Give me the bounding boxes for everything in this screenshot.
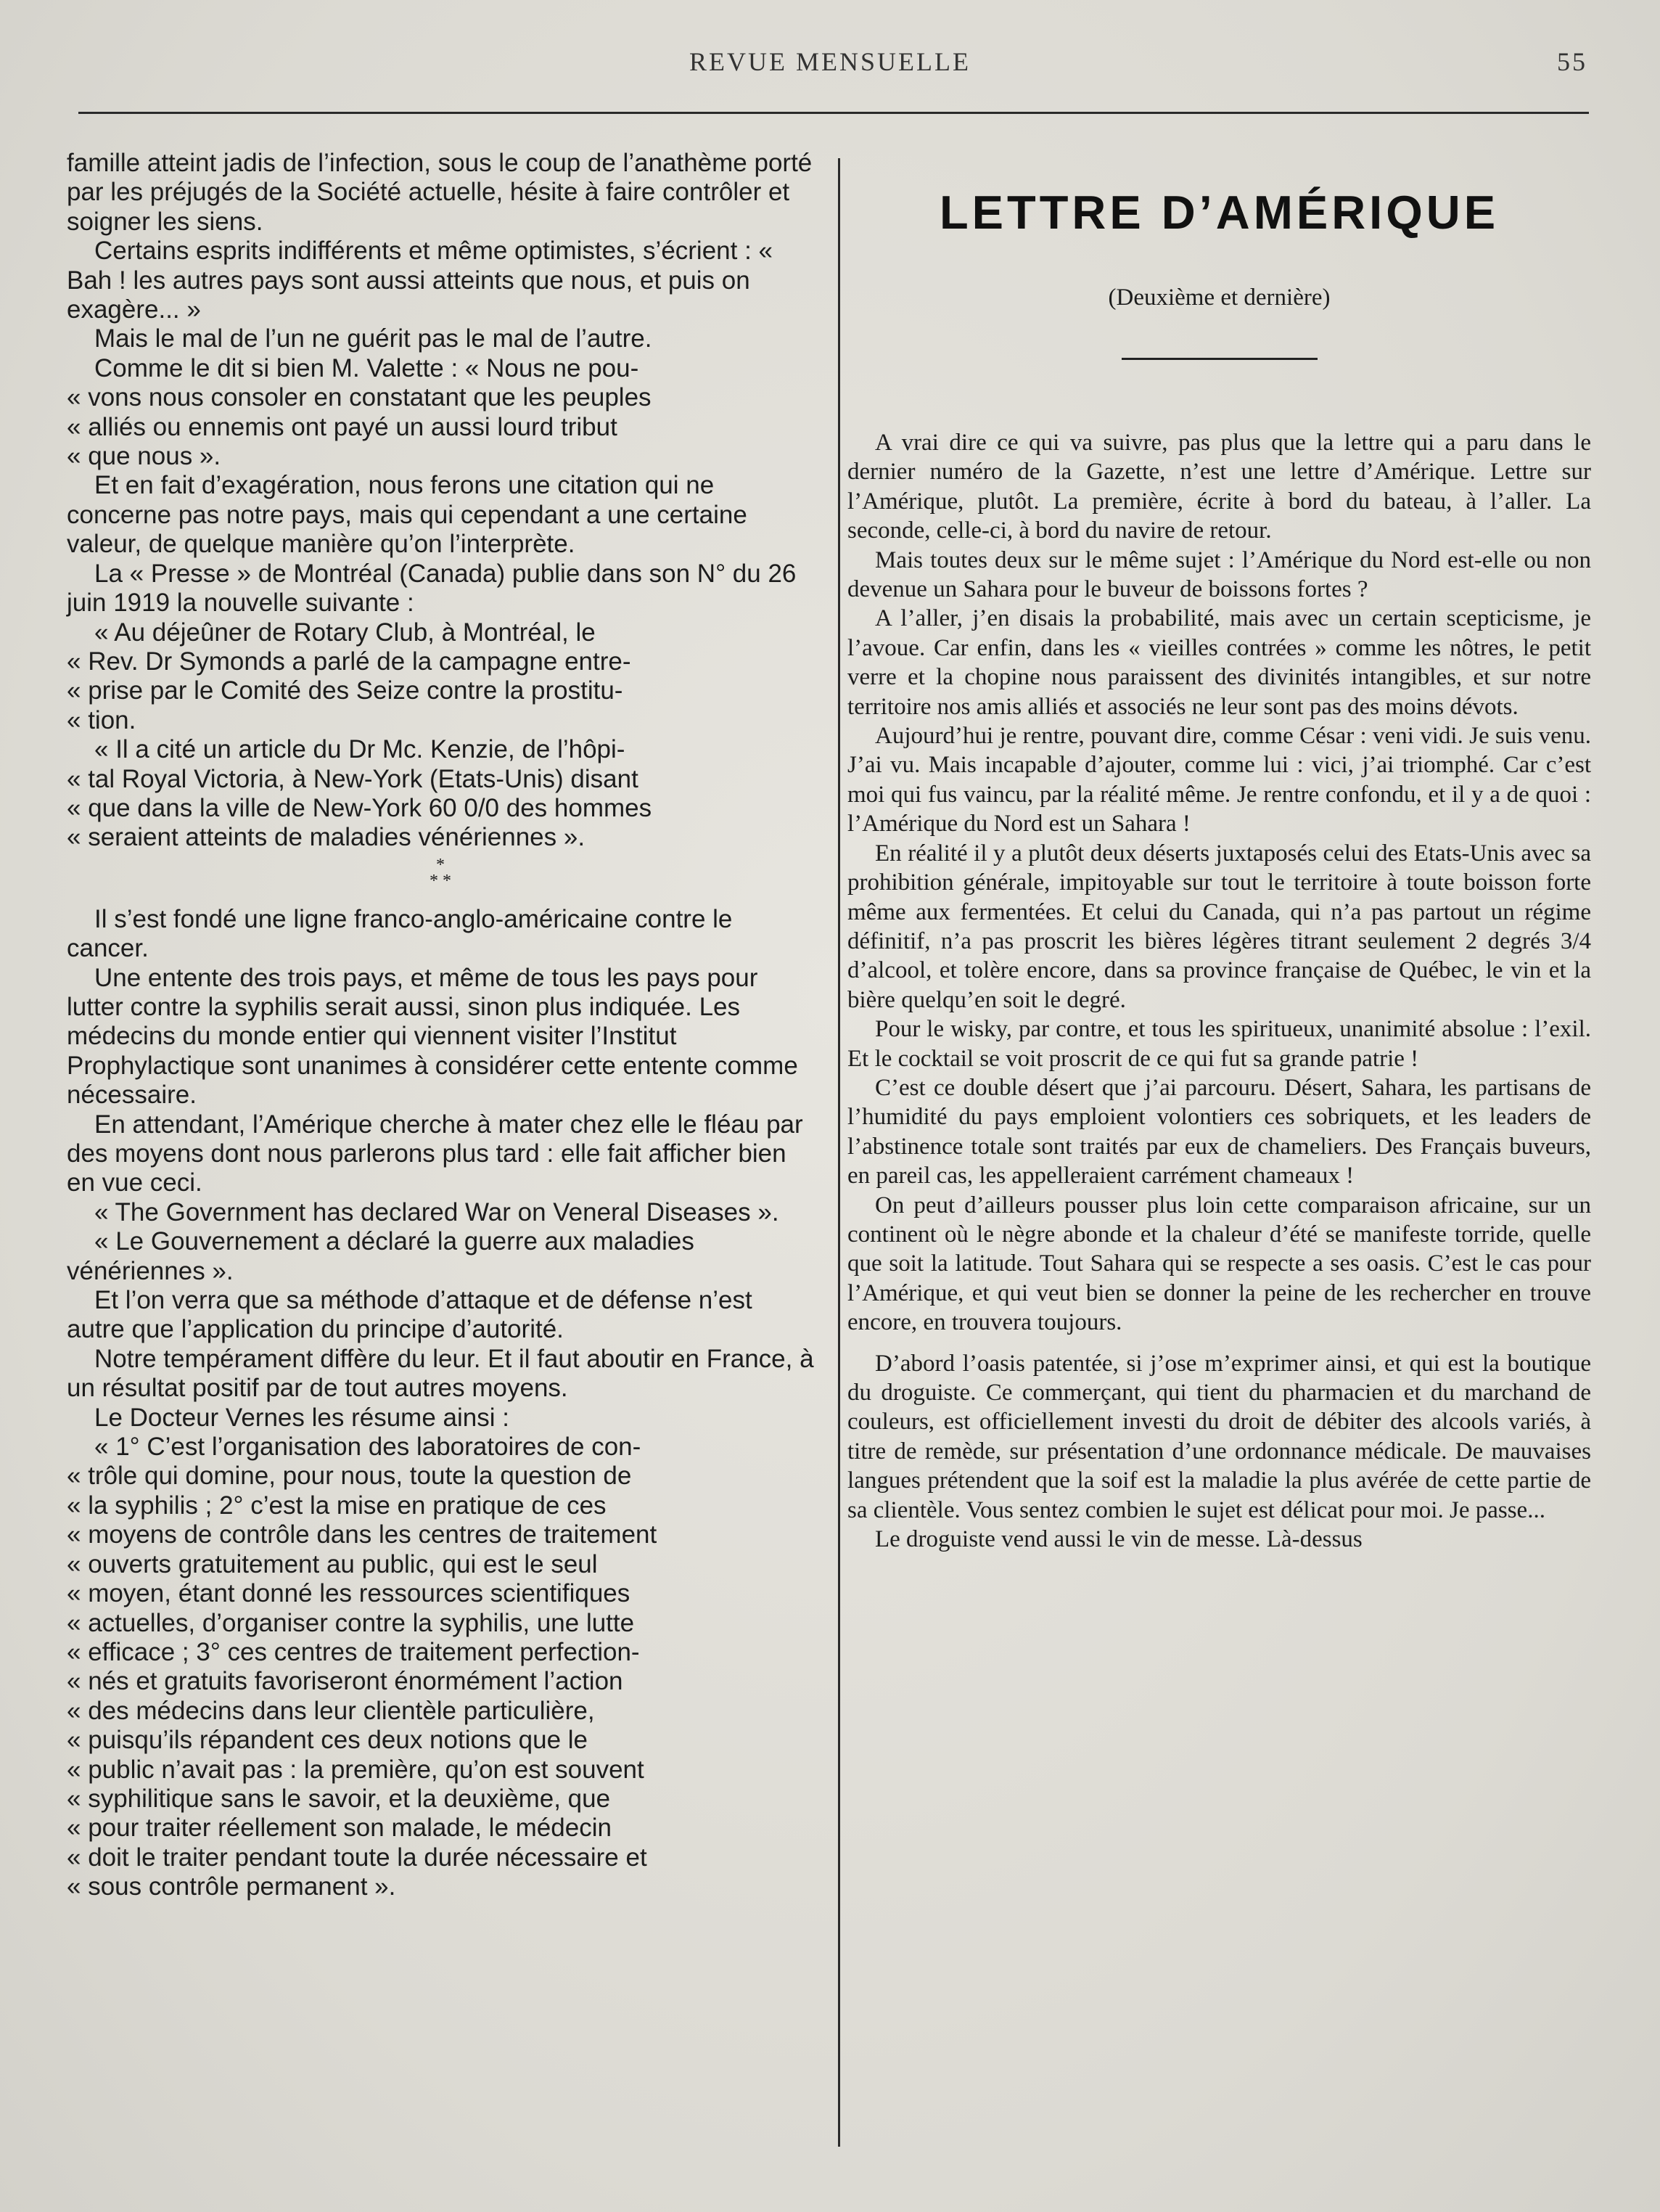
left-paragraph: « la syphilis ; 2° c’est la mise en pratique de ces [67, 1491, 607, 1520]
article-body [847, 428, 1591, 1554]
page-number: 55 [1557, 47, 1587, 76]
left-paragraph: Il s’est fondé une ligne franco-anglo-américaine contre le cancer. [67, 904, 733, 963]
left-paragraph: Le Docteur Vernes les résume ainsi : [94, 1403, 509, 1432]
left-paragraph: « moyens de contrôle dans les centres de traitement [67, 1520, 657, 1549]
header-rule [78, 112, 1589, 114]
asterism-separator: * * * [430, 855, 451, 890]
article-title: LETTRE D’AMÉRIQUE [939, 186, 1500, 239]
left-paragraph: « Au déjeûner de Rotary Club, à Montréal, le [94, 618, 596, 647]
left-paragraph: « des médecins dans leur clientèle particulière, [67, 1696, 595, 1725]
left-paragraph: « public n’avait pas : la première, qu’on est souvent [67, 1755, 644, 1784]
left-paragraph: En attendant, l’Amérique cherche à mater chez elle le fléau par des moyens dont nous parlerons plus tard : elle fait afficher bien en vue ceci. [67, 1110, 803, 1197]
right-column [847, 149, 1591, 1554]
left-paragraph: « tion. [67, 705, 136, 734]
title-rule [1122, 358, 1318, 360]
article-paragraph: En réalité il y a plutôt deux déserts juxtaposés celui des Etats-Unis avec sa prohibition générale, impitoyable sur tout le territoire à toute boisson forte même aux fermentées. Et celui du Canada, qui n’a pas partout un régime définitif, n’a pas proscrit les bières légères titrant seulement 2 degrés 3/4 d’alcool, et tolère encore, dans sa province française de Québec, le vin et la bière quelqu’en soit le degré. [847, 840, 1591, 1013]
left-paragraph: « Le Gouvernement a déclaré la guerre aux maladies vénériennes ». [67, 1227, 694, 1285]
left-paragraph: « efficace ; 3° ces centres de traitement perfection- [67, 1637, 640, 1666]
left-paragraph: « que nous ». [67, 442, 221, 471]
running-head [0, 46, 1660, 87]
left-paragraph: « actuelles, d’organiser contre la syphilis, une lutte [67, 1608, 635, 1637]
left-paragraph: Une entente des trois pays, et même de tous les pays pour lutter contre la syphilis serait aussi, sinon plus indiquée. Les médecins du monde entier qui viennent visiter l’Institut Prophylactique sont unanimes à considérer cette entente comme nécessaire. [67, 963, 798, 1110]
left-paragraph: « Il a cité un article du Dr Mc. Kenzie, de l’hôpi- [94, 735, 625, 764]
left-paragraph: Comme le dit si bien M. Valette : « Nous ne pou- [94, 353, 639, 382]
left-paragraph: « alliés ou ennemis ont payé un aussi lourd tribut [67, 412, 617, 441]
left-paragraph: « The Government has declared War on Veneral Diseases ». [94, 1197, 779, 1226]
article-paragraph: Pour le wisky, par contre, et tous les spiritueux, unanimité absolue : l’exil. Et le cocktail se voit proscrit de ce qui fut sa grande patrie ! [847, 1016, 1591, 1072]
column-divider [838, 158, 840, 2147]
left-paragraph: « doit le traiter pendant toute la durée nécessaire et [67, 1843, 647, 1872]
left-paragraph: Mais le mal de l’un ne guérit pas le mal de l’autre. [94, 324, 652, 353]
article-paragraph: A l’aller, j’en disais la probabilité, mais avec un certain scepticisme, je l’avoue. Car enfin, dans les « vieilles contrées » comme les nôtres, le petit verre et la chopine nous paraissent des divinités intangibles, et sur notre territoire nos amis alliés et associés ne leur sont pas des moins dévots. [847, 605, 1591, 720]
running-title: REVUE MENSUELLE [689, 47, 971, 76]
left-paragraph: « sous contrôle permanent ». [67, 1872, 396, 1901]
article-paragraph: D’abord l’oasis patentée, si j’ose m’exprimer ainsi, et qui est la boutique du droguiste. Ce commerçant, qui tient du pharmacien et du marchand de couleurs, est officiellement investi du droit de débiter des alcools variés, à titre de remède, sur présentation d’une ordonnance médicale. De mauvaises langues prétendent que la soif est la maladie la plus avérée de cette partie de sa clientèle. Vous sentez combien le sujet est délicat pour moi. Je passe... [847, 1350, 1591, 1523]
left-paragraph: « que dans la ville de New-York 60 0/0 des hommes [67, 793, 652, 822]
article-paragraph: Aujourd’hui je rentre, pouvant dire, comme César : veni vidi. Je suis venu. J’ai vu. Mais incapable d’ajouter, comme lui : vici, j’ai triomphé. Car c’est moi qui fus vaincu, par la réalité même. Je rentre confondu, et il y a de quoi : l’Amérique du Nord est un Sahara ! [847, 723, 1591, 837]
left-paragraph: La « Presse » de Montréal (Canada) publie dans son N° du 26 juin 1919 la nouvelle suivante : [67, 559, 797, 618]
left-paragraph: « syphilitique sans le savoir, et la deuxième, que [67, 1784, 611, 1813]
left-paragraph: « tal Royal Victoria, à New-York (Etats-Unis) disant [67, 764, 638, 793]
left-paragraph: « seraient atteints de maladies vénériennes ». [67, 823, 585, 852]
left-paragraph: Et l’on verra que sa méthode d’attaque et de défense n’est autre que l’application du principe d’autorité. [67, 1286, 752, 1344]
left-paragraph: Et en fait d’exagération, nous ferons une citation qui ne concerne pas notre pays, mais qui cependant a une certaine valeur, de quelque manière qu’on l’interprète. [67, 471, 747, 559]
left-paragraph: « Rev. Dr Symonds a parlé de la campagne entre- [67, 647, 631, 676]
left-paragraph: famille atteint jadis de l’infection, sous le coup de l’anathème porté par les préjugés de la Société actuelle, hésite à faire contrôler et soigner les siens. [67, 149, 813, 236]
article-subtitle: (Deuxième et dernière) [1108, 284, 1331, 311]
left-paragraph: « moyen, étant donné les ressources scientifiques [67, 1579, 630, 1608]
article-paragraph: Le droguiste vend aussi le vin de messe. Là-dessus [875, 1526, 1363, 1553]
left-paragraph: « trôle qui domine, pour nous, toute la question de [67, 1462, 632, 1491]
paragraph-gap [847, 1338, 1591, 1349]
article-paragraph: On peut d’ailleurs pousser plus loin cette comparaison africaine, sur un continent où le nègre abonde et la chaleur d’été se manifeste torride, quelle que soit la latitude. Tout Sahara qui se respecte a ses oasis. C’est le cas pour l’Amérique, et qui veut bien se donner la peine de les rechercher en trouve encore, en trouvera toujours. [847, 1192, 1591, 1336]
article-paragraph: C’est ce double désert que j’ai parcouru. Désert, Sahara, les partisans de l’humidité du pays emploient volontiers ces sobriquets, et les leaders de l’abstinence totale sont traités par eux de chameliers. Des Français buveurs, en pareil cas, les appelleraient carrément chameaux ! [847, 1074, 1591, 1189]
left-paragraph: Certains esprits indifférents et même optimistes, s’écrient : « Bah ! les autres pays sont aussi atteints que nous, et puis on exagère... » [67, 237, 773, 324]
left-paragraph: « pour traiter réellement son malade, le médecin [67, 1814, 612, 1843]
article-paragraph: A vrai dire ce qui va suivre, pas plus que la lettre qui a paru dans le dernier numéro de la Gazette, n’est une lettre d’Amérique. Lettre sur l’Amérique, plutôt. La première, écrite à bord du bateau, à l’aller. La seconde, celle-ci, à bord du navire de retour. [847, 430, 1591, 544]
left-paragraph: « ouverts gratuitement au public, qui est le seul [67, 1549, 598, 1578]
left-column [67, 149, 814, 1902]
article-paragraph: Mais toutes deux sur le même sujet : l’Amérique du Nord est-elle ou non devenue un Sahara pour le buveur de boissons fortes ? [847, 546, 1591, 603]
left-paragraph: « 1° C’est l’organisation des laboratoires de con- [94, 1433, 641, 1462]
left-paragraph: « nés et gratuits favoriseront énormément l’action [67, 1667, 623, 1696]
left-paragraph: « puisqu’ils répandent ces deux notions que le [67, 1726, 588, 1755]
left-paragraph: Notre tempérament diffère du leur. Et il faut aboutir en France, à un résultat positif par de tout autres moyens. [67, 1344, 814, 1403]
left-paragraph: « vons nous consoler en constatant que les peuples [67, 383, 652, 412]
left-paragraph: « prise par le Comité des Seize contre la prostitu- [67, 676, 623, 705]
